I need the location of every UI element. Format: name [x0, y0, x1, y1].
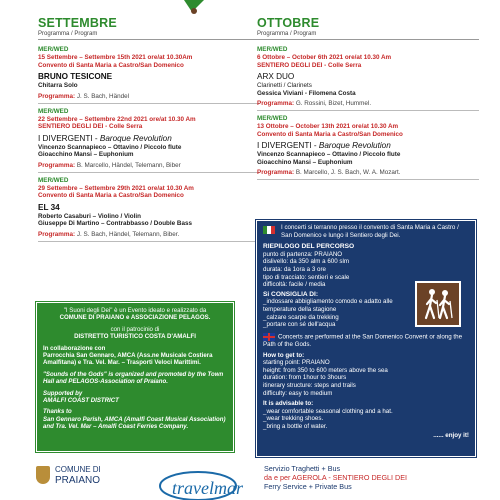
credits-partners: Parrocchia San Gennaro, AMCA (Ass.ne Musicale Costiera Amalfitana) e Tra. Vel. Mar. – Trasporti Veloci Marittimi. [43, 352, 213, 367]
event-title-text: BRUNO TESICONE [38, 72, 113, 81]
comune-line2: PRAIANO [55, 475, 101, 486]
event-place: Convento di Santa Maria a Castro/San Domenico [257, 130, 403, 138]
credits-patron: DISTRETTO TURISTICO COSTA D'AMALFI [74, 333, 196, 341]
event-place: Convento di Santa Maria a Castro/San Domenico [38, 61, 184, 69]
performer-line: Clarinetti / Clarinets [257, 82, 312, 89]
credits-text: Thanks to [43, 408, 72, 416]
credits-para [43, 371, 227, 386]
credits-para [43, 307, 227, 322]
route-it-line: durata: da 1ora a 3 ore [263, 265, 326, 273]
ferry-line1: Servizio Traghetti + Bus [264, 464, 341, 473]
hiking-sign-icon [415, 281, 461, 327]
route-it-line: punto di partenza: PRAIANO [263, 250, 343, 258]
route-advice-title: Si CONSIGLIA DI: [263, 290, 319, 298]
performer-line: Gessica Viviani - Filomena Costa [257, 89, 356, 97]
event-program [257, 100, 479, 111]
route-it-line: dislivello: da 350 alm a 600 slm [263, 258, 349, 266]
credits-organizers: COMUNE DI PRAIANO e ASSOCIAZIONE PELAGOS. [59, 314, 211, 322]
program-lbl: Programma: [38, 161, 76, 169]
route-intro [263, 224, 469, 239]
event-title-text: EL 34 [38, 202, 60, 212]
event-place: SENTIERO DEGLI DEI - Colle Serra [257, 61, 362, 69]
event-item [38, 108, 260, 173]
credits-text: "I Suoni degli Dei" è un Evento ideato e realizzato da [63, 307, 207, 314]
performer-line: Chitarra Solo [38, 82, 78, 89]
program-text: G. Rossini, Bizet, Hummel. [295, 100, 372, 107]
travelmar-logo [158, 464, 258, 500]
route-en-line: starting point: PRAIANO [263, 359, 330, 367]
event-date: 13 Ottobre – October 13th 2021 ore/at 10.30 Am [257, 123, 399, 130]
comune-line1: COMUNE DI [55, 465, 101, 474]
event-day: MER/WED [38, 176, 69, 184]
credits-thanks: San Gennaro Parish, AMCA (Amalfi Coast Musical Association) and Tra. Vel. Mar – Amalfi Coast Ferries Company. [43, 415, 226, 431]
event-item [257, 46, 479, 111]
event-date: 6 Ottobre – October 6th 2021 ore/at 10.30 Am [257, 54, 392, 61]
event-title [38, 134, 260, 144]
comune-logo [36, 464, 101, 486]
credits-text: Supported by [43, 389, 83, 397]
credits-district: AMALFI COAST DISTRICT [43, 397, 119, 405]
event-date: 15 Settembre – Settembre 15th 2021 ore/at 10.30Am [38, 54, 193, 61]
event-day: MER/WED [257, 115, 288, 122]
credits-text: In collaborazione con [43, 344, 106, 352]
program-lbl: Programma: [38, 92, 76, 100]
event-day: MER/WED [38, 46, 69, 53]
performer-line: Vincenzo Scannapieco – Ottavino / Piccolo flute [38, 143, 182, 151]
event-performer [38, 82, 260, 90]
event-title [257, 141, 479, 151]
ferry-line2: da e per AGEROLA - SENTIERO DEGLI DEI [264, 473, 408, 482]
route-en-tip: _wear trekking shoes. [263, 415, 324, 423]
route-it-tip: _calzare scarpe da trekking [263, 313, 339, 321]
event-title [38, 203, 260, 213]
route-info-box [256, 220, 476, 457]
enjoy-text: ...... enjoy it! [433, 432, 469, 440]
route-en-tip: _bring a bottle of water. [263, 422, 328, 430]
program-text: B. Marcello, J. S. Bach, W. A. Mozart. [295, 169, 401, 176]
ferry-service-text [264, 464, 407, 491]
event-item [38, 177, 260, 242]
event-program [257, 169, 479, 180]
route-en-line: itinerary structure: steps and trails [263, 381, 356, 389]
event-title-sub: Baroque Revolution [99, 133, 172, 143]
performer-line: Gioacchino Mansi – Euphonium [257, 158, 353, 166]
route-en-tip: _wear comfortable seasonal clothing and a hat. [263, 407, 393, 415]
performer-line: Roberto Casaburi – Violino / Violin [38, 212, 141, 220]
credits-english: "Sounds of the Gods" is organized and promoted by the Town Hall and PELAGOS-Association of Praiano. [43, 370, 224, 386]
crest-icon [36, 466, 50, 484]
event-title [38, 72, 260, 82]
event-performer [257, 159, 479, 167]
route-how-title: How to get to: [263, 351, 305, 359]
program-lbl: Programma: [257, 100, 295, 107]
program-label: Programma / Program [257, 30, 479, 40]
route-en-line: height: from 350 to 600 meters above the sea [263, 366, 388, 374]
event-performer [257, 151, 479, 159]
event-performer [257, 82, 479, 90]
program-lbl: Programma: [257, 169, 295, 176]
route-en-intro [263, 333, 469, 349]
route-intro-text: I concerti si terranno presso il convento di Santa Maria a Castro / San Domenico e lungo il Sentiero degli Dei. [281, 224, 459, 239]
event-performer [257, 90, 479, 98]
event-performer [38, 144, 260, 152]
credits-text: con il patrocinio di [110, 325, 160, 333]
credits-para [43, 345, 227, 367]
event-title-sub: Baroque Revolution [318, 141, 391, 150]
program-text: J. S. Bach, Händel, Telemann, Biber. [76, 230, 180, 238]
comune-text [55, 464, 101, 486]
performer-line: Giuseppe Di Martino – Contrabbasso / Double Bass [38, 220, 192, 227]
event-program [38, 93, 260, 104]
uk-flag-icon [263, 333, 275, 341]
ferry-line3: Ferry Service + Private Bus [264, 482, 352, 491]
footer-logos [0, 462, 500, 500]
event-performer [38, 151, 260, 159]
program-label: Programma / Program [38, 30, 260, 40]
event-place: Convento di Santa Maria a Castro/San Domenico [38, 192, 184, 199]
event-date: 22 Settembre – Settembre 22nd 2021 ore/at 10.30 Am [38, 115, 196, 123]
september-column [38, 0, 260, 246]
route-summary-title: RIEPILOGO DEL PERCORSO [263, 243, 355, 251]
route-it-tip: _indossare abbigliamento comodo e adatto alle temperature della stagione [263, 298, 393, 313]
event-program [38, 162, 260, 173]
event-title-text: I DIVERGENTI - [38, 133, 100, 143]
route-en-intro-text: Concerts are performed at the San Domenico Convent or along the Path of the Gods. [263, 333, 463, 348]
event-performer [38, 220, 260, 228]
event-place: SENTIERO DEGLI DEI - Colle Serra [38, 123, 143, 130]
october-column [257, 0, 479, 184]
event-item [257, 115, 479, 180]
route-it-line: difficoltà: facile / media [263, 281, 326, 289]
route-en-line: difficulty: easy to medium [263, 389, 333, 397]
month-title: SETTEMBRE [38, 16, 117, 30]
credits-para [43, 390, 227, 405]
route-it-line: tipo di tracciato: sentieri e scale [263, 273, 350, 281]
italian-flag-icon [263, 226, 275, 234]
event-item [38, 46, 260, 104]
program-lbl: Programma: [38, 230, 76, 238]
credits-para [43, 408, 227, 430]
event-day: MER/WED [257, 46, 288, 53]
route-it-tip: _portare con sé dell'acqua [263, 321, 336, 329]
credits-box [36, 302, 234, 452]
event-title-text: ARX DUO [257, 72, 295, 81]
event-day: MER/WED [38, 107, 69, 115]
event-performer [38, 213, 260, 221]
event-date: 29 Settembre – Settembre 29th 2021 ore/at 10.30 Am [38, 184, 194, 192]
credits-para [43, 326, 227, 341]
event-title [257, 72, 479, 82]
performer-line: Vincenzo Scannapieco – Ottavino / Piccolo flute [257, 151, 401, 158]
event-program [38, 231, 260, 242]
month-title: OTTOBRE [257, 16, 320, 30]
route-en-line: duration: from 1hour to 3hours [263, 374, 347, 382]
program-text: J. S. Bach, Händel [76, 92, 129, 100]
event-title-text: I DIVERGENTI - [257, 141, 319, 150]
route-advisable-title: It is advisable to: [263, 400, 314, 408]
program-text: B. Marcello, Händel, Telemann, Biber [76, 161, 181, 169]
performer-line: Gioacchino Mansi – Euphonium [38, 151, 134, 158]
travelmar-wordmark: travelmar [172, 478, 243, 498]
